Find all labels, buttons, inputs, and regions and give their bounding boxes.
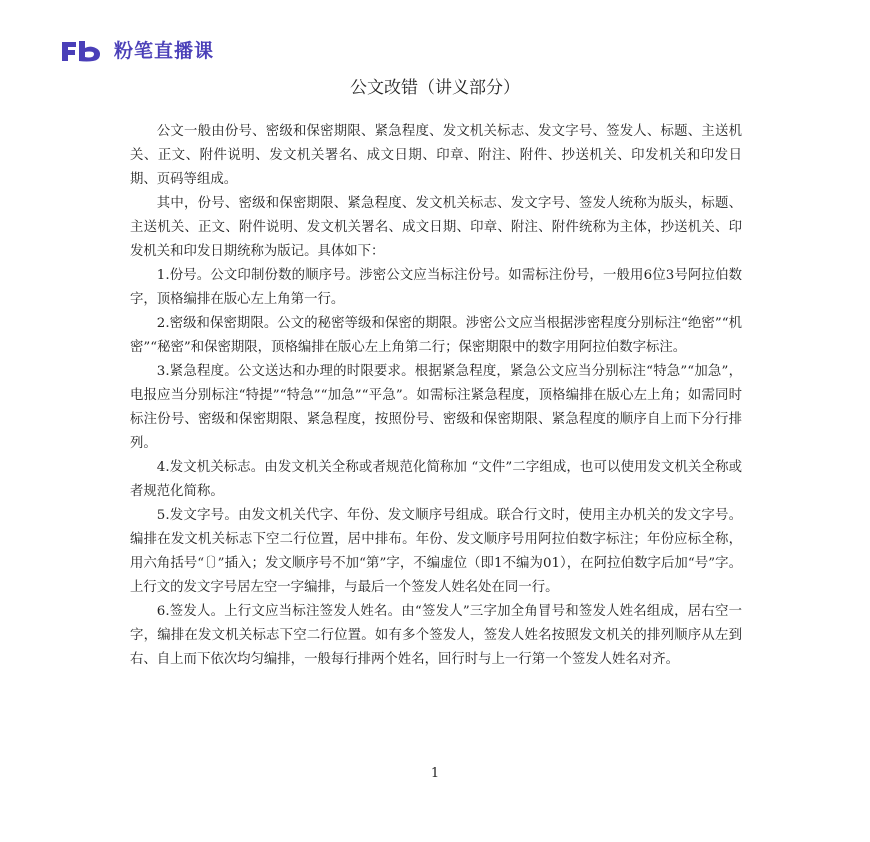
brand-logo xyxy=(60,38,214,64)
paragraph-item-2: 2.密级和保密期限。公文的秘密等级和保密的期限。涉密公文应当根据涉密程度分别标注“绝密”“机密”“秘密”和保密期限，顶格编排在版心左上角第二行；保密期限中的数字用阿拉伯数字标注。 xyxy=(130,316,742,355)
page-number: 1 xyxy=(430,766,440,781)
document-body xyxy=(130,120,742,672)
paragraph-item-5: 5.发文字号。由发文机关代字、年份、发文顺序号组成。联合行文时，使用主办机关的发文字号。编排在发文机关标志下空二行位置，居中排布。年份、发文顺序号用阿拉伯数字标注；年份应标全称，用六角括号“〔〕”插入；发文顺序号不加“第”字，不编虚位（即1不编为01），在阿拉伯数字后加“号”字。上行文的发文字号居左空一字编排，与最后一个签发人姓名处在同一行。 xyxy=(130,508,742,595)
paragraph-item-1: 1.份号。公文印制份数的顺序号。涉密公文应当标注份号。如需标注份号，一般用6位3号阿拉伯数字，顶格编排在版心左上角第一行。 xyxy=(130,268,742,307)
paragraph-item-3: 3.紧急程度。公文送达和办理的时限要求。根据紧急程度，紧急公文应当分别标注“特急”“加急”，电报应当分别标注“特提”“特急”“加急”“平急”。如需标注紧急程度，顶格编排在版心左上角；如需同时标注份号、密级和保密期限、紧急程度，按照份号、密级和保密期限、紧急程度的顺序自上而下分行排列。 xyxy=(130,364,742,451)
fenbi-logo-icon xyxy=(60,39,108,63)
paragraph-item-4: 4.发文机关标志。由发文机关全称或者规范化简称加 “文件”二字组成，也可以使用发文机关全称或者规范化简称。 xyxy=(130,460,742,499)
paragraph-summary: 其中，份号、密级和保密期限、紧急程度、发文机关标志、发文字号、签发人统称为版头，标题、主送机关、正文、附件说明、发文机关署名、成文日期、印章、附注、附件统称为主体，抄送机关、印发机关和印发日期统称为版记。具体如下： xyxy=(130,196,742,259)
paragraph-item-6: 6.签发人。上行文应当标注签发人姓名。由“签发人”三字加全角冒号和签发人姓名组成，居右空一字，编排在发文机关标志下空二行位置。如有多个签发人，签发人姓名按照发文机关的排列顺序从左到右、自上而下依次均匀编排，一般每行排两个姓名，回行时与上一行第一个签发人姓名对齐。 xyxy=(130,604,742,667)
brand-text: 粉笔直播课 xyxy=(114,40,215,62)
document-title: 公文改错（讲义部分） xyxy=(350,78,520,98)
paragraph-intro: 公文一般由份号、密级和保密期限、紧急程度、发文机关标志、发文字号、签发人、标题、主送机关、正文、附件说明、发文机关署名、成文日期、印章、附注、附件、抄送机关、印发机关和印发日期、页码等组成。 xyxy=(130,124,742,187)
